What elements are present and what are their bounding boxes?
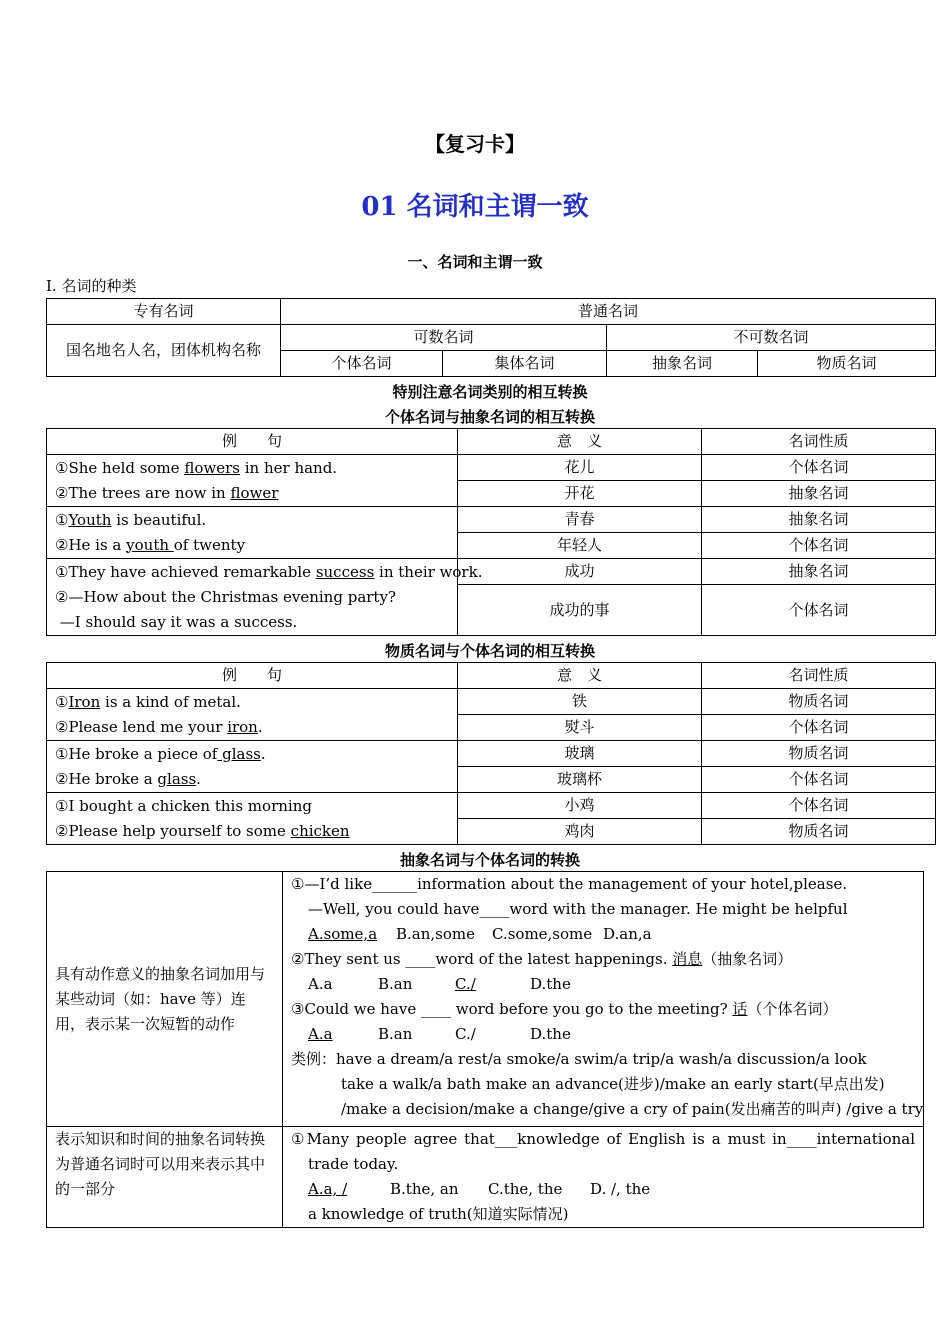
meaning-cell: 铁 bbox=[458, 689, 702, 715]
nature-header: 名词性质 bbox=[702, 429, 936, 455]
examples-line: 类例：have a dream/a rest/a smoke/a swim/a trip/a wash/a discussion/a look bbox=[291, 1050, 867, 1068]
noun-types-table bbox=[46, 298, 936, 377]
exercise-cell bbox=[283, 1127, 924, 1228]
nature-cell: 物质名词 bbox=[702, 819, 936, 845]
table1-caption: 个体名词与抽象名词的相互转换 bbox=[384, 408, 595, 426]
subsection-title: I. 名词的种类 bbox=[46, 277, 137, 295]
nature-cell: 个体名词 bbox=[702, 585, 936, 636]
proper-noun-desc: 国名地名人名，团体机构名称 bbox=[47, 325, 281, 377]
note-title: 特别注意名词类别的相互转换 bbox=[392, 383, 588, 401]
example-header: 例 句 bbox=[47, 429, 458, 455]
meaning-cell: 花儿 bbox=[458, 455, 702, 481]
example-sentence: ①She held some flowers in her hand. bbox=[55, 458, 338, 477]
nature-cell: 抽象名词 bbox=[702, 559, 936, 585]
question-line: ①—I’d like______information about the management of your hotel,please. bbox=[291, 875, 848, 893]
question-line: ①Many people agree that___knowledge of English is a must in____international trade today. bbox=[291, 1130, 915, 1173]
nature-header: 名词性质 bbox=[702, 663, 936, 689]
example-sentence: —I should say it was a success. bbox=[55, 612, 298, 631]
material-noun: 物质名词 bbox=[758, 351, 936, 377]
nature-cell: 个体名词 bbox=[702, 533, 936, 559]
meaning-cell: 年轻人 bbox=[458, 533, 702, 559]
meaning-cell: 开花 bbox=[458, 481, 702, 507]
example-sentence: ②He is a youth of twenty bbox=[55, 535, 246, 554]
main-title: 01 名词和主谓一致 bbox=[361, 192, 589, 222]
example-sentence: ②He broke a glass. bbox=[55, 769, 201, 788]
meaning-header: 意 义 bbox=[458, 429, 702, 455]
card-title: 【复习卡】 bbox=[425, 132, 525, 156]
uncountable-header: 不可数名词 bbox=[607, 325, 936, 351]
example-sentence: ①Iron is a kind of metal. bbox=[55, 692, 241, 711]
example-sentence: ①I bought a chicken this morning bbox=[55, 796, 312, 815]
example-sentence: ②—How about the Christmas evening party? bbox=[55, 587, 396, 606]
abstract-noun: 抽象名词 bbox=[607, 351, 758, 377]
meaning-cell: 熨斗 bbox=[458, 715, 702, 741]
meaning-cell: 玻璃 bbox=[458, 741, 702, 767]
meaning-header: 意 义 bbox=[458, 663, 702, 689]
examples-line: take a walk/a bath make an advance(进步)/make an early start(早点出发) bbox=[341, 1075, 885, 1093]
meaning-cell: 成功的事 bbox=[458, 585, 702, 636]
example-sentence: ①Youth is beautiful. bbox=[55, 510, 207, 529]
examples-line: a knowledge of truth(知道实际情况) bbox=[308, 1205, 569, 1223]
table2-caption: 物质名词与个体名词的相互转换 bbox=[384, 642, 595, 660]
example-sentence: ②Please help yourself to some chicken bbox=[55, 821, 350, 840]
example-cell bbox=[47, 559, 483, 636]
nature-cell: 物质名词 bbox=[702, 741, 936, 767]
answer-options: A.a B.an C./ D.the bbox=[308, 1025, 571, 1043]
answer-options: A.some,a B.an,some C.some,some D.an,a bbox=[308, 925, 652, 943]
question-line: ②They sent us ____word of the latest happenings. 消息（抽象名词） bbox=[291, 950, 793, 968]
nature-cell: 个体名词 bbox=[702, 455, 936, 481]
meaning-cell: 青春 bbox=[458, 507, 702, 533]
example-cell bbox=[47, 741, 458, 793]
individual-noun: 个体名词 bbox=[281, 351, 443, 377]
section-title: 一、名词和主谓一致 bbox=[407, 253, 543, 271]
nature-cell: 个体名词 bbox=[702, 793, 936, 819]
meaning-cell: 小鸡 bbox=[458, 793, 702, 819]
collective-noun: 集体名词 bbox=[443, 351, 607, 377]
material-individual-table bbox=[46, 662, 936, 845]
example-cell bbox=[47, 793, 458, 845]
example-sentence: ①They have achieved remarkable success in their work. bbox=[55, 562, 483, 581]
common-noun-header: 普通名词 bbox=[281, 299, 936, 325]
answer-options: A.a, / B.the, an C.the, the D. /, the bbox=[308, 1180, 651, 1198]
question-line: ③Could we have ____ word before you go to the meeting? 话（个体名词） bbox=[291, 1000, 838, 1018]
question-line: —Well, you could have____word with the manager. He might be helpful bbox=[308, 900, 848, 918]
examples-line: /make a decision/make a change/give a cry of pain(发出痛苦的叫声) /give a try bbox=[341, 1100, 924, 1118]
meaning-cell: 玻璃杯 bbox=[458, 767, 702, 793]
proper-noun-header: 专有名词 bbox=[47, 299, 281, 325]
category-label: 表示知识和时间的抽象名词转换为普通名词时可以用来表示其中的一部分 bbox=[47, 1127, 283, 1228]
answer-options: A.a B.an C./ D.the bbox=[308, 975, 571, 993]
countable-header: 可数名词 bbox=[281, 325, 607, 351]
nature-cell: 物质名词 bbox=[702, 689, 936, 715]
meaning-cell: 鸡肉 bbox=[458, 819, 702, 845]
nature-cell: 抽象名词 bbox=[702, 507, 936, 533]
example-header: 例 句 bbox=[47, 663, 458, 689]
category-label: 具有动作意义的抽象名词加用与某些动词（如：have 等）连用，表示某一次短暂的动作 bbox=[47, 872, 283, 1127]
example-cell bbox=[47, 689, 458, 741]
individual-abstract-table bbox=[46, 428, 936, 636]
example-cell bbox=[47, 455, 458, 507]
example-sentence: ①He broke a piece of glass. bbox=[55, 744, 266, 763]
abstract-individual-table bbox=[46, 871, 924, 1228]
example-cell bbox=[47, 507, 458, 559]
exercise-cell bbox=[283, 872, 924, 1127]
meaning-cell: 成功 bbox=[458, 559, 702, 585]
nature-cell: 个体名词 bbox=[702, 715, 936, 741]
example-sentence: ②Please lend me your iron. bbox=[55, 717, 263, 736]
table3-caption: 抽象名词与个体名词的转换 bbox=[399, 851, 580, 869]
nature-cell: 抽象名词 bbox=[702, 481, 936, 507]
example-sentence: ②The trees are now in flower bbox=[55, 483, 279, 502]
nature-cell: 个体名词 bbox=[702, 767, 936, 793]
